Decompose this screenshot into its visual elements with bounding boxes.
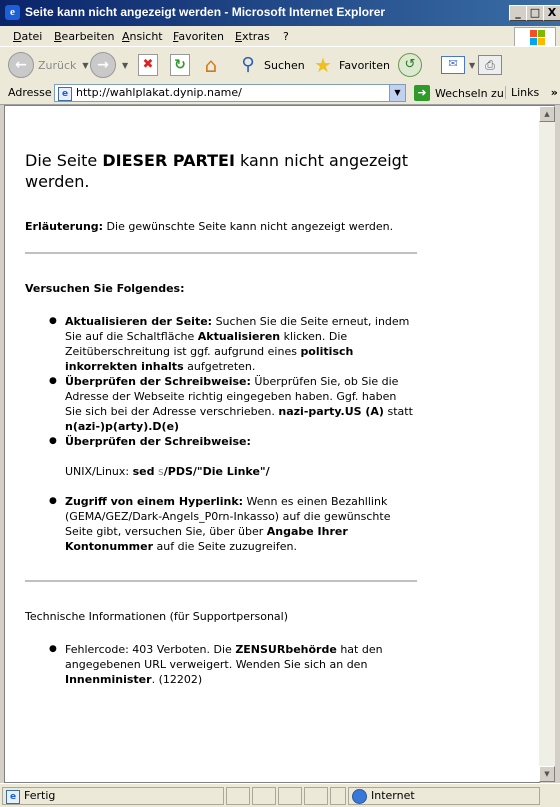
try-heading-text: Versuchen Sie Folgendes: xyxy=(25,282,185,295)
menu-help[interactable]: ? xyxy=(283,30,289,43)
mail-icon: ✉ xyxy=(441,56,465,74)
unix-arg: /PDS/"Die Linke"/ xyxy=(163,465,270,478)
text-run: Fehlercode: 403 Verboten. Die xyxy=(65,643,236,656)
zone-text: Internet xyxy=(371,789,415,802)
explanation-text: Die gewünschte Seite kann nicht angezeigt werden. xyxy=(103,220,394,233)
address-input[interactable] xyxy=(54,84,406,102)
bold-text: Innenminister xyxy=(65,673,152,686)
window-title: Seite kann nicht angezeigt werden - Microsoft Internet Explorer xyxy=(25,5,386,19)
rich-text xyxy=(65,643,383,686)
suggestion-refresh xyxy=(65,314,415,374)
minimize-button[interactable]: _ xyxy=(509,5,527,21)
chevron-down-icon: ▼ xyxy=(82,60,89,70)
menu-ansicht[interactable]: Ansicht xyxy=(122,30,163,43)
address-label: Adresse xyxy=(8,86,52,99)
maximize-button[interactable]: □ xyxy=(526,5,544,21)
home-icon: ⌂ xyxy=(204,53,218,77)
bold-text: Angabe Ihrer Kontonummer xyxy=(65,525,348,553)
zone-panel xyxy=(348,787,540,805)
heading-prefix: Die Seite xyxy=(25,151,103,170)
go-button[interactable] xyxy=(414,84,504,102)
mail-button[interactable] xyxy=(441,51,475,79)
chevron-down-icon: ▼ xyxy=(469,60,476,70)
text-run: aufgetreten. xyxy=(183,360,256,373)
history-button[interactable] xyxy=(398,51,422,79)
text-run: hat den angegebenen URL verweigert. Wenden Sie sich an den xyxy=(65,643,383,671)
status-panel xyxy=(304,787,328,805)
scroll-up-button[interactable]: ▲ xyxy=(539,106,555,122)
page-content xyxy=(4,105,540,783)
more-chevron-icon: » xyxy=(550,86,558,99)
favorites-label: Favoriten xyxy=(339,58,390,72)
text-run: Überprüfen Sie, ob Sie die Adresse der Webseite richtig eingegeben haben. Ggf. haben Sie sich bei der Adresse verschrieben. xyxy=(65,375,399,418)
unix-command xyxy=(65,464,415,479)
tech-info: Technische Informationen (für Supportpersonal) xyxy=(25,610,289,623)
try-heading xyxy=(25,281,184,296)
text-run: Wenn es einen Bezahllink (GEMA/GEZ/Dark-Angels_P0rn-Inkasso) auf die gewünschte Seite gibt, versuchen Sie, über über xyxy=(65,495,391,538)
address-dropdown-button[interactable]: ▼ xyxy=(389,84,406,102)
heading-suffix: kann nicht angezeigt werden. xyxy=(25,151,409,191)
page-icon: e xyxy=(58,87,72,101)
bold-text: Aktualisieren xyxy=(197,330,281,343)
bold-text: Überprüfen der Schreibweise: xyxy=(65,435,251,448)
ie-icon: e xyxy=(5,5,20,20)
links-label: Links xyxy=(511,86,540,99)
unix-sep: s xyxy=(154,465,164,478)
rich-text xyxy=(65,435,251,448)
search-button[interactable] xyxy=(238,51,305,79)
refresh-button[interactable] xyxy=(170,51,190,79)
menu-datei[interactable]: Datei xyxy=(13,30,43,43)
title-bar xyxy=(0,0,560,27)
suggestion-spelling xyxy=(65,374,415,434)
bold-text: Überprüfen der Schreibweise: xyxy=(65,375,251,388)
forward-arrow-icon: → xyxy=(90,52,116,78)
rich-text xyxy=(65,495,391,553)
bold-text: n(azi-)p(arty).D(e) xyxy=(65,420,180,433)
toolbar xyxy=(0,46,560,84)
status-panel xyxy=(278,787,302,805)
address-url: http://wahlplakat.dynip.name/ xyxy=(76,86,242,99)
bold-text: politisch inkorrekten inhalts xyxy=(65,345,354,373)
bold-text: ZENSURbehörde xyxy=(235,643,337,656)
page-icon: e xyxy=(6,790,20,804)
rich-text xyxy=(65,375,413,433)
explanation-label: Erläuterung: xyxy=(25,220,104,233)
unix-prefix: UNIX/Linux: xyxy=(65,465,133,478)
status-text-panel xyxy=(2,787,224,805)
text-run: klicken. Die Zeitüberschreitung ist ggf. aufgrund eines xyxy=(65,330,348,358)
favorites-button[interactable] xyxy=(312,51,390,79)
star-icon: ★ xyxy=(314,53,332,77)
text-run: auf die Seite zuzugreifen. xyxy=(153,540,297,553)
status-panel xyxy=(252,787,276,805)
back-button[interactable] xyxy=(8,51,89,79)
status-panel xyxy=(226,787,250,805)
page-heading xyxy=(25,150,425,192)
divider xyxy=(25,580,417,582)
heading-party: DIESER PARTEI xyxy=(102,151,235,170)
refresh-icon: ↻ xyxy=(170,54,190,76)
go-label: Wechseln zu xyxy=(435,86,504,100)
unix-cmd: sed xyxy=(132,465,155,478)
links-button[interactable] xyxy=(505,86,558,99)
address-bar xyxy=(0,82,560,105)
text-run: Suchen Sie die Seite erneut, indem Sie auf die Schaltfläche xyxy=(65,315,410,343)
divider xyxy=(25,252,417,254)
error-code xyxy=(65,642,415,687)
rich-text xyxy=(65,315,409,373)
menu-bar xyxy=(0,26,560,47)
stop-icon: ✖ xyxy=(138,54,158,76)
text-run: statt xyxy=(383,405,413,418)
scroll-down-button[interactable]: ▼ xyxy=(539,766,555,782)
status-text: Fertig xyxy=(24,789,56,802)
close-button[interactable]: X xyxy=(543,5,560,21)
forward-button[interactable] xyxy=(90,51,128,79)
windows-logo xyxy=(514,27,556,48)
suggestions-list xyxy=(25,314,415,554)
menu-extras[interactable]: Extras xyxy=(235,30,270,43)
vertical-scrollbar[interactable] xyxy=(539,105,555,782)
bold-text: Zugriff von einem Hyperlink: xyxy=(65,495,244,508)
history-icon: ↺ xyxy=(398,53,422,77)
menu-favoriten[interactable]: Favoriten xyxy=(173,30,224,43)
back-label: Zurück xyxy=(38,58,77,72)
go-arrow-icon: ➜ xyxy=(414,85,430,101)
home-button[interactable] xyxy=(200,51,222,79)
status-bar xyxy=(0,783,560,807)
printer-icon: ⎙ xyxy=(478,55,502,75)
back-arrow-icon: ← xyxy=(8,52,34,78)
text-run: . (12202) xyxy=(151,673,203,686)
search-icon: ⚲ xyxy=(241,54,255,75)
bold-text: nazi-party.US (A) xyxy=(278,405,384,418)
suggestion-spelling-2 xyxy=(65,434,415,479)
suggestion-hyperlink xyxy=(65,494,415,554)
bold-text: Aktualisieren der Seite: xyxy=(65,315,213,328)
menu-bearbeiten[interactable]: Bearbeiten xyxy=(54,30,115,43)
explanation xyxy=(25,219,393,234)
stop-button[interactable] xyxy=(138,51,158,79)
status-panel xyxy=(330,787,346,805)
search-label: Suchen xyxy=(264,58,305,72)
chevron-down-icon: ▼ xyxy=(122,60,129,70)
error-list xyxy=(25,642,415,687)
globe-icon xyxy=(352,789,367,804)
print-button[interactable] xyxy=(478,51,502,79)
